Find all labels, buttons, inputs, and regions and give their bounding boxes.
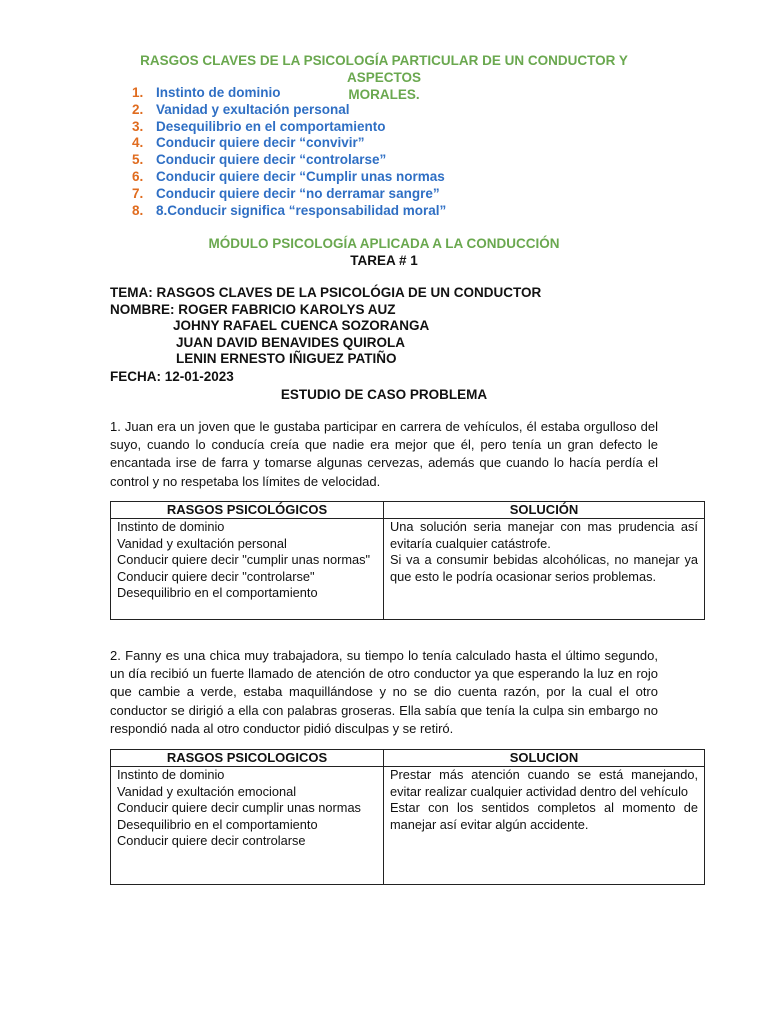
- list-number: 4.: [132, 135, 144, 151]
- solution-cell: [384, 767, 705, 885]
- list-text: Instinto de dominio: [156, 85, 281, 100]
- solution-item: Prestar más atención cuando se está manejando, evitar realizar cualquier actividad dentro del vehículo: [390, 767, 698, 799]
- list-text: Conducir quiere decir “no derramar sangre”: [156, 185, 440, 201]
- trait-item: Conducir quiere decir controlarse: [117, 833, 306, 849]
- table-header: RASGOS PSICOLÓGICOS: [111, 502, 384, 519]
- student-name: JUAN DAVID BENAVIDES QUIROLA: [176, 335, 406, 350]
- list-text: Conducir quiere decir “Cumplir unas normas: [156, 168, 445, 184]
- solution-cell: [384, 519, 705, 620]
- traits-cell: [111, 767, 384, 885]
- table-header: SOLUCIÓN: [384, 502, 705, 519]
- trait-item: Conducir quiere decir "controlarse": [117, 568, 315, 584]
- list-number: 3.: [132, 118, 144, 134]
- list-item: [132, 152, 446, 169]
- list-number: 5.: [132, 152, 144, 168]
- case-2-table: [110, 749, 705, 885]
- list-text: Vanidad y exultación personal: [156, 101, 350, 117]
- list-item: [132, 119, 446, 136]
- section-title: ESTUDIO DE CASO PROBLEMA: [280, 387, 488, 402]
- trait-item: Desequilibrio en el comportamiento: [117, 816, 318, 832]
- table-header: RASGOS PSICOLOGICOS: [111, 750, 384, 767]
- module-title: MÓDULO PSICOLOGÍA APLICADA A LA CONDUCCIÓN: [208, 236, 560, 251]
- list-text: 8.Conducir significa “responsabilidad moral”: [156, 202, 447, 218]
- list-item: [132, 85, 446, 102]
- traits-cell: [111, 519, 384, 620]
- case-1-paragraph: 1. Juan era un joven que le gustaba participar en carrera de vehículos, él estaba orgulloso del suyo, cuando lo conducía creía que nadie era mejor que él, pero tenía un gran defecto le encantada irse de farra y tomarse algunas cervezas, además que cuando lo hacía perdía el control y no respetaba los límites de velocidad.: [110, 419, 658, 489]
- solution-item: Estar con los sentidos completos al momento de manejar así evitar algún accidente.: [390, 800, 698, 832]
- table-header: SOLUCION: [384, 750, 705, 767]
- trait-item: Conducir quiere decir "cumplir unas normas": [117, 552, 371, 568]
- trait-item: Desequilibrio en el comportamiento: [117, 585, 318, 601]
- task-title: TAREA # 1: [350, 253, 418, 268]
- traits-list: [132, 85, 446, 219]
- list-item: [132, 169, 446, 186]
- trait-item: Instinto de dominio: [117, 519, 225, 534]
- title-line-1: RASGOS CLAVES DE LA PSICOLOGÍA PARTICULAR DE UN CONDUCTOR Y ASPECTOS: [140, 53, 628, 85]
- list-item: [132, 203, 446, 220]
- title-line-2: MORALES.: [348, 87, 420, 102]
- list-number: 8.: [132, 202, 144, 218]
- case-1-table: [110, 501, 705, 620]
- case-2-paragraph: 2. Fanny es una chica muy trabajadora, su tiempo lo tenía calculado hasta el último segundo, un día recibió un fuerte llamado de atención de otro conductor ya que esperando la luz en rojo que cambie a verde, estaba maquillándose y no se dio cuenta razón, por la cual el otro conductor se dirigió a ella con palabras groseras. Ella sabía que tenía la culpa sin embargo no respondió nada al otro conductor pidió disculpas y se retiró.: [110, 648, 658, 736]
- list-number: 1.: [132, 85, 144, 100]
- list-item: [132, 186, 446, 203]
- list-number: 6.: [132, 168, 144, 184]
- student-name: LENIN ERNESTO IÑIGUEZ PATIÑO: [176, 351, 397, 366]
- tema-line: TEMA: RASGOS CLAVES DE LA PSICOLÓGIA DE UN CONDUCTOR: [110, 285, 542, 300]
- list-number: 2.: [132, 101, 144, 117]
- solution-item: Si va a consumir bebidas alcohólicas, no manejar ya que esto le podría ocasionar serios problemas.: [390, 552, 698, 584]
- trait-item: Conducir quiere decir cumplir unas normas: [117, 800, 361, 816]
- nombre-line: NOMBRE: ROGER FABRICIO KAROLYS AUZ: [110, 302, 396, 317]
- list-item: [132, 102, 446, 119]
- list-text: Conducir quiere decir “convivir”: [156, 135, 365, 151]
- list-number: 7.: [132, 185, 144, 201]
- solution-item: Una solución seria manejar con mas prudencia así evitaría cualquier catástrofe.: [390, 519, 698, 551]
- fecha-line: FECHA: 12-01-2023: [110, 369, 234, 384]
- trait-item: Vanidad y exultación personal: [117, 535, 287, 551]
- trait-item: Instinto de dominio: [117, 767, 225, 782]
- list-text: Conducir quiere decir “controlarse”: [156, 152, 387, 168]
- trait-item: Vanidad y exultación emocional: [117, 783, 297, 799]
- list-text: Desequilibrio en el comportamiento: [156, 118, 386, 134]
- list-item: [132, 135, 446, 152]
- student-name: JOHNY RAFAEL CUENCA SOZORANGA: [173, 318, 430, 333]
